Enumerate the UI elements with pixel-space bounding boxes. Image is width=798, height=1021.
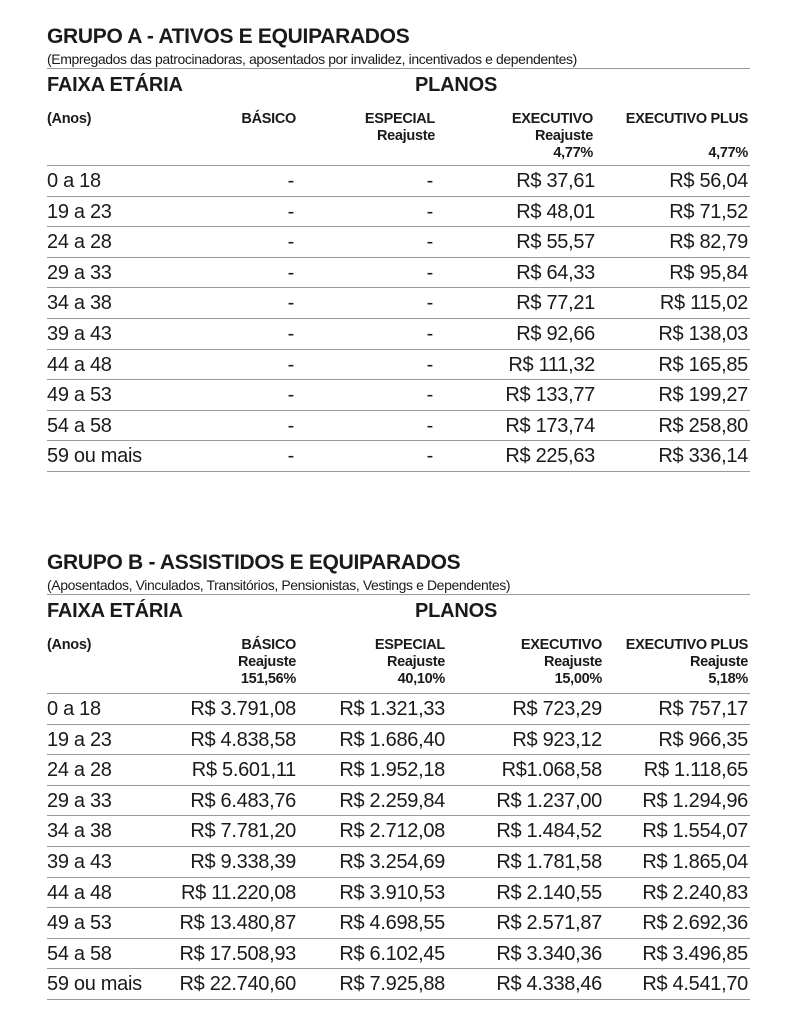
age-range-cell: 34 a 38 <box>47 292 112 315</box>
especial-value-cell: - <box>426 261 433 284</box>
group-a-section <box>47 24 750 472</box>
age-range-cell: 24 a 28 <box>47 231 112 254</box>
age-range-cell: 29 a 33 <box>47 789 112 812</box>
group-b-column-headers <box>47 627 750 693</box>
table-row <box>47 968 750 1000</box>
executivo-value-cell: R$ 92,66 <box>516 322 595 345</box>
basico-value-cell: R$ 13.480,87 <box>179 912 296 935</box>
header-basico-pct: 151,56% <box>240 671 296 687</box>
executivo-plus-value-cell: R$ 4.541,70 <box>642 973 748 996</box>
header-executivo-plus-name: EXECUTIVO PLUS <box>625 637 748 653</box>
age-range-cell: 24 a 28 <box>47 759 112 782</box>
especial-value-cell: - <box>426 322 433 345</box>
executivo-plus-value-cell: R$ 2.692,36 <box>642 912 748 935</box>
executivo-value-cell: R$ 3.340,36 <box>496 942 602 965</box>
table-row <box>47 693 750 724</box>
age-range-cell: 19 a 23 <box>47 728 112 751</box>
especial-value-cell: - <box>426 353 433 376</box>
age-range-cell: 44 a 48 <box>47 353 112 376</box>
executivo-value-cell: R$ 173,74 <box>505 414 595 437</box>
basico-value-cell: - <box>287 445 294 468</box>
header-basico-name: BÁSICO <box>241 637 296 653</box>
especial-value-cell: R$ 1.952,18 <box>339 759 445 782</box>
header-executivo-pct: 15,00% <box>554 671 602 687</box>
age-range-cell: 59 ou mais <box>47 973 142 996</box>
header-executivo-pct: 4,77% <box>553 145 593 161</box>
table-row <box>47 815 750 846</box>
header-especial-reajuste: Reajuste <box>376 128 435 144</box>
header-executivo-name: EXECUTIVO <box>511 111 593 127</box>
basico-value-cell: R$ 6.483,76 <box>190 789 296 812</box>
header-executivo-reajuste: Reajuste <box>534 128 593 144</box>
age-range-cell: 54 a 58 <box>47 414 112 437</box>
group-b-title-row <box>47 595 750 627</box>
executivo-plus-value-cell: R$ 115,02 <box>659 292 748 315</box>
basico-value-cell: R$ 5.601,11 <box>191 759 296 782</box>
faixa-etaria-label: FAIXA ETÁRIA <box>47 600 183 622</box>
table-row <box>47 785 750 816</box>
header-anos: (Anos) <box>47 111 92 127</box>
header-executivo-plus-pct: 5,18% <box>708 671 748 687</box>
group-a-column-headers <box>47 101 750 165</box>
executivo-plus-value-cell: R$ 2.240,83 <box>642 881 748 904</box>
especial-value-cell: - <box>426 384 433 407</box>
especial-value-cell: - <box>426 231 433 254</box>
basico-value-cell: - <box>287 261 294 284</box>
group-b-table-body <box>47 693 750 1000</box>
executivo-plus-value-cell: R$ 56,04 <box>669 170 748 192</box>
basico-value-cell: R$ 4.838,58 <box>190 728 296 751</box>
group-a-table-body <box>47 165 750 472</box>
header-especial <box>375 637 445 688</box>
executivo-plus-value-cell: R$ 165,85 <box>658 353 748 376</box>
executivo-value-cell: R$ 2.140,55 <box>496 881 602 904</box>
table-row <box>47 196 750 227</box>
table-row <box>47 724 750 755</box>
header-especial-name: ESPECIAL <box>364 111 435 127</box>
header-basico <box>238 637 296 688</box>
executivo-value-cell: R$ 723,29 <box>512 698 602 720</box>
executivo-plus-value-cell: R$ 966,35 <box>658 728 748 751</box>
especial-value-cell: - <box>426 414 433 437</box>
especial-value-cell: R$ 2.259,84 <box>339 789 445 812</box>
executivo-value-cell: R$ 4.338,46 <box>496 973 602 996</box>
age-range-cell: 39 a 43 <box>47 850 112 873</box>
basico-value-cell: R$ 17.508,93 <box>179 942 296 965</box>
group-b-title: GRUPO B - ASSISTIDOS E EQUIPARADOS <box>47 551 461 574</box>
table-row <box>47 379 750 410</box>
executivo-value-cell: R$ 111,32 <box>508 353 595 376</box>
especial-value-cell: R$ 1.321,33 <box>339 698 445 720</box>
header-executivo <box>512 111 593 162</box>
executivo-plus-value-cell: R$ 1.118,65 <box>643 759 748 782</box>
executivo-plus-value-cell: R$ 258,80 <box>658 414 748 437</box>
executivo-value-cell: R$ 64,33 <box>516 261 595 284</box>
basico-value-cell: R$ 7.781,20 <box>190 820 296 843</box>
especial-value-cell: R$ 7.925,88 <box>339 973 445 996</box>
table-row <box>47 349 750 380</box>
executivo-value-cell: R$ 77,21 <box>516 292 595 315</box>
header-anos: (Anos) <box>47 637 92 653</box>
executivo-value-cell: R$ 225,63 <box>505 445 595 468</box>
executivo-plus-value-cell: R$ 71,52 <box>669 200 748 223</box>
table-row <box>47 877 750 908</box>
basico-value-cell: - <box>287 353 294 376</box>
executivo-plus-value-cell: R$ 95,84 <box>669 261 748 284</box>
table-row <box>47 257 750 288</box>
executivo-plus-value-cell: R$ 138,03 <box>658 322 748 345</box>
especial-value-cell: - <box>426 170 433 192</box>
group-b-subtitle: (Aposentados, Vinculados, Transitórios, Pensionistas, Vestings e Dependentes) <box>47 577 511 593</box>
executivo-plus-value-cell: R$ 1.294,96 <box>642 789 748 812</box>
header-especial-pct: 40,10% <box>397 671 445 687</box>
header-executivo-reajuste: Reajuste <box>543 654 602 670</box>
especial-value-cell: R$ 3.910,53 <box>339 881 445 904</box>
basico-value-cell: - <box>287 414 294 437</box>
table-row <box>47 410 750 441</box>
executivo-value-cell: R$ 923,12 <box>512 728 602 751</box>
age-range-cell: 29 a 33 <box>47 261 112 284</box>
header-executivo-name: EXECUTIVO <box>520 637 602 653</box>
basico-value-cell: R$ 9.338,39 <box>190 850 296 873</box>
group-b-section <box>47 550 750 1000</box>
table-row <box>47 318 750 349</box>
header-executivo-plus-name: EXECUTIVO PLUS <box>625 111 748 127</box>
basico-value-cell: - <box>287 384 294 407</box>
header-especial-name: ESPECIAL <box>374 637 445 653</box>
executivo-value-cell: R$ 55,57 <box>516 231 595 254</box>
executivo-plus-value-cell: R$ 1.865,04 <box>642 850 748 873</box>
executivo-plus-value-cell: R$ 199,27 <box>658 384 748 407</box>
age-range-cell: 44 a 48 <box>47 881 112 904</box>
table-row <box>47 165 750 196</box>
age-range-cell: 39 a 43 <box>47 322 112 345</box>
basico-value-cell: R$ 11.220,08 <box>180 881 296 904</box>
executivo-value-cell: R$ 2.571,87 <box>496 912 602 935</box>
executivo-value-cell: R$ 1.484,52 <box>496 820 602 843</box>
header-executivo-plus-reajuste: Reajuste <box>689 654 748 670</box>
age-range-cell: 49 a 53 <box>47 384 112 407</box>
executivo-plus-value-cell: R$ 757,17 <box>658 698 748 720</box>
executivo-value-cell: R$ 1.781,58 <box>496 850 602 873</box>
executivo-value-cell: R$ 1.237,00 <box>496 789 602 812</box>
especial-value-cell: R$ 2.712,08 <box>339 820 445 843</box>
table-row <box>47 287 750 318</box>
especial-value-cell: R$ 3.254,69 <box>339 850 445 873</box>
especial-value-cell: - <box>426 200 433 223</box>
table-row <box>47 440 750 472</box>
especial-value-cell: R$ 1.686,40 <box>339 728 445 751</box>
age-range-cell: 0 a 18 <box>47 698 101 720</box>
basico-value-cell: R$ 3.791,08 <box>190 698 296 720</box>
table-row <box>47 846 750 877</box>
basico-value-cell: - <box>287 200 294 223</box>
executivo-value-cell: R$ 133,77 <box>505 384 595 407</box>
especial-value-cell: - <box>426 445 433 468</box>
header-executivo-plus <box>626 111 748 162</box>
table-row <box>47 754 750 785</box>
basico-value-cell: R$ 22.740,60 <box>179 973 296 996</box>
executivo-plus-value-cell: R$ 336,14 <box>658 445 748 468</box>
executivo-value-cell: R$ 37,61 <box>516 170 595 192</box>
basico-value-cell: - <box>287 292 294 315</box>
header-basico-reajuste: Reajuste <box>237 654 296 670</box>
age-range-cell: 19 a 23 <box>47 200 112 223</box>
basico-value-cell: - <box>287 322 294 345</box>
group-a-title-row <box>47 69 750 101</box>
header-basico-name: BÁSICO <box>241 111 296 127</box>
executivo-value-cell: R$ 48,01 <box>516 200 595 223</box>
especial-value-cell: R$ 6.102,45 <box>339 942 445 965</box>
basico-value-cell: - <box>287 170 294 192</box>
header-basico <box>241 111 296 128</box>
planos-label: PLANOS <box>415 74 498 96</box>
header-executivo-plus-reajuste <box>626 128 748 145</box>
especial-value-cell: R$ 4.698,55 <box>339 912 445 935</box>
table-row <box>47 907 750 938</box>
header-executivo-plus <box>626 637 748 688</box>
group-a-subtitle: (Empregados das patrocinadoras, aposentados por invalidez, incentivados e dependentes) <box>47 51 577 67</box>
basico-value-cell: - <box>287 231 294 254</box>
header-executivo <box>521 637 602 688</box>
executivo-plus-value-cell: R$ 3.496,85 <box>642 942 748 965</box>
executivo-plus-value-cell: R$ 1.554,07 <box>642 820 748 843</box>
planos-label: PLANOS <box>415 600 498 622</box>
executivo-value-cell: R$1.068,58 <box>501 759 602 782</box>
faixa-etaria-label: FAIXA ETÁRIA <box>47 74 183 96</box>
group-a-title: GRUPO A - ATIVOS E EQUIPARADOS <box>47 25 410 48</box>
age-range-cell: 59 ou mais <box>47 445 142 468</box>
age-range-cell: 0 a 18 <box>47 170 101 192</box>
header-especial-reajuste: Reajuste <box>386 654 445 670</box>
table-row <box>47 226 750 257</box>
executivo-plus-value-cell: R$ 82,79 <box>669 231 748 254</box>
especial-value-cell: - <box>426 292 433 315</box>
age-range-cell: 54 a 58 <box>47 942 112 965</box>
table-row <box>47 938 750 969</box>
header-executivo-plus-pct: 4,77% <box>708 145 748 161</box>
age-range-cell: 34 a 38 <box>47 820 112 843</box>
age-range-cell: 49 a 53 <box>47 912 112 935</box>
header-especial <box>365 111 435 145</box>
